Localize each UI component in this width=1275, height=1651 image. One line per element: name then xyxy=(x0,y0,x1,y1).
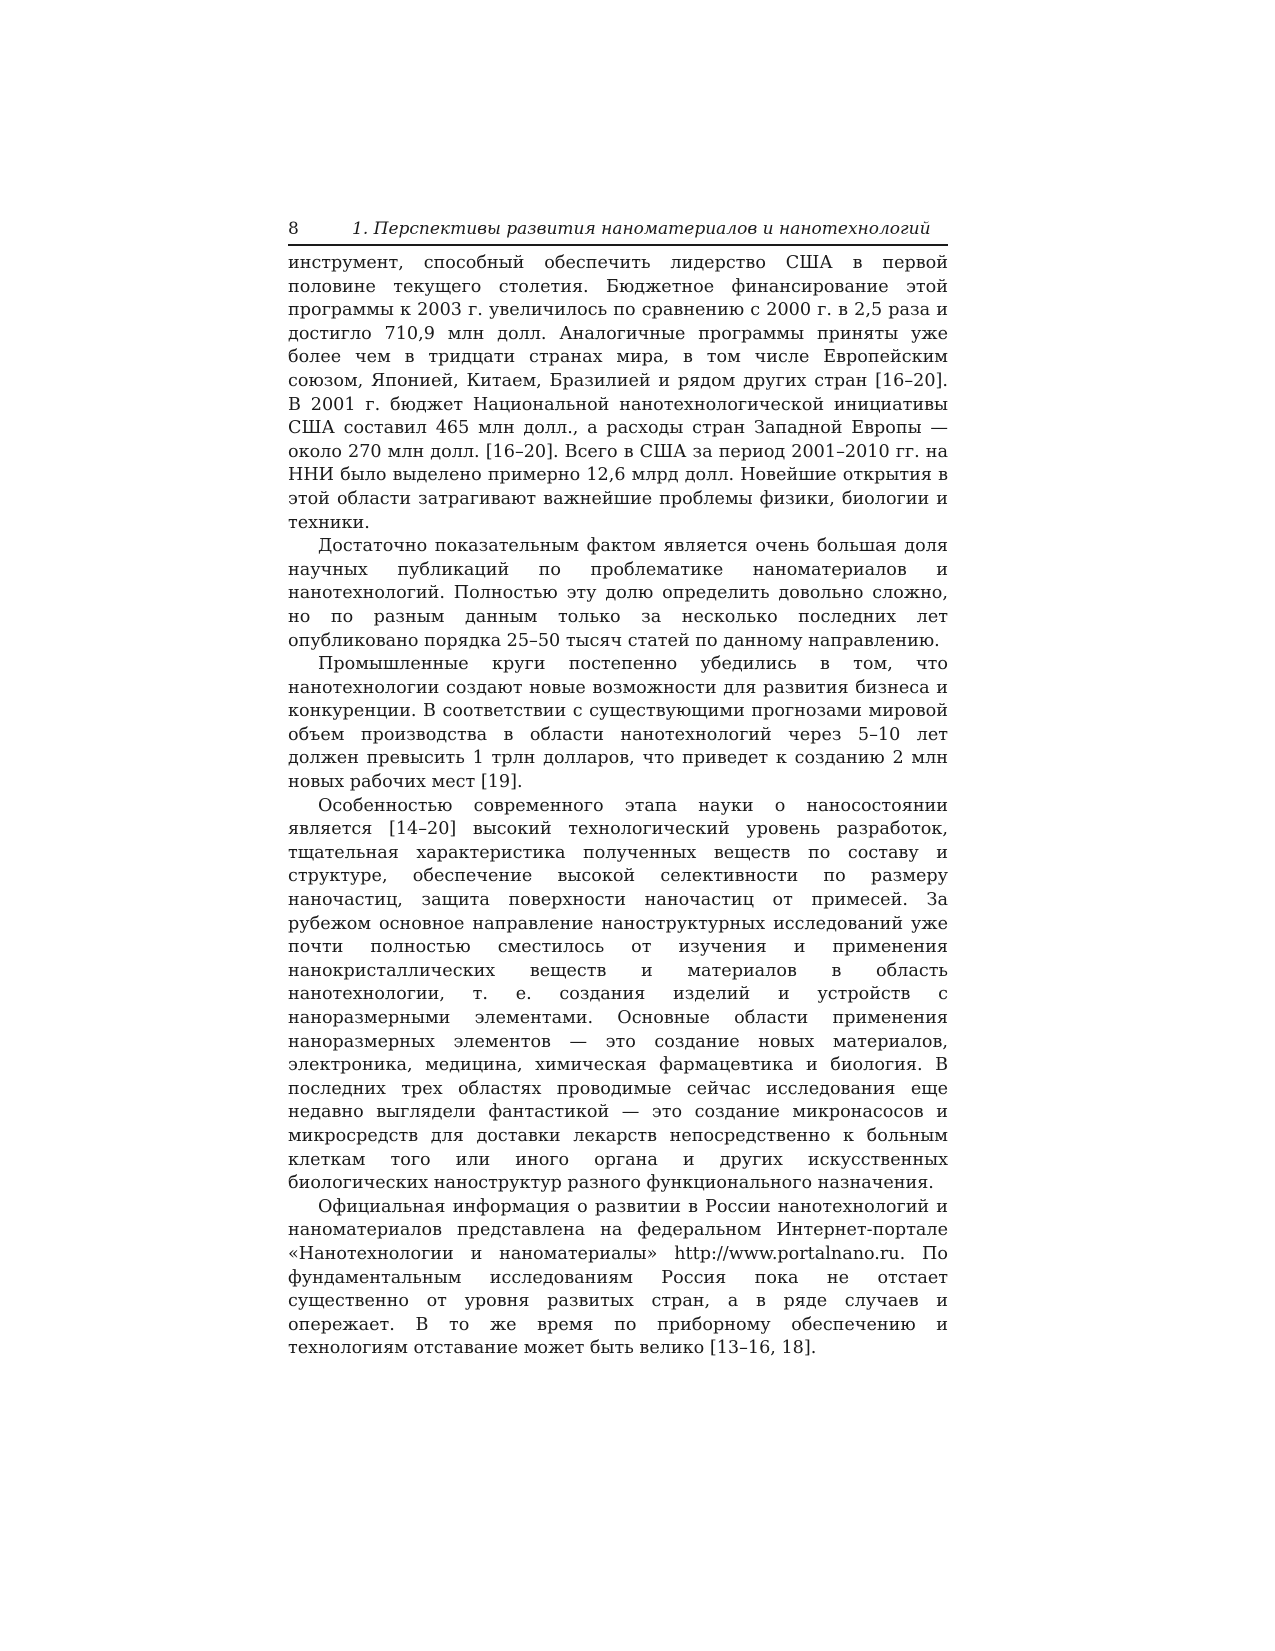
paragraph-publications: Достаточно показательным фактом является очень большая доля научных публикаций по проблематике наноматериалов и нанотехнологий. Полностью эту долю определить довольно сложно, но по разным данным только за несколько последних лет опубликовано порядка 25–50 тысяч статей по данному направлению. xyxy=(288,536,948,651)
chapter-title: 1. Перспективы развития наноматериалов и нанотехнологий xyxy=(352,219,931,239)
page-number: 8 xyxy=(288,219,299,239)
paragraph-current-stage: Особенностью современного этапа науки о наносостоянии является [14–20] высокий технологический уровень разработок, тщательная характеристика полученных веществ по составу и структуре, обеспечение высокой селективности по размеру наночастиц, защита поверхности наночастиц от примесей. За рубежом основное направление наноструктурных исследований уже почти полностью сместилось от изучения и применения нанокристаллических веществ и материалов в область нанотехнологии, т. е. создания изделий и устройств с наноразмерными элементами. Основные области применения наноразмерных элементов — это создание новых материалов, электроника, медицина, химическая фармацевтика и биология. В последних трех областях проводимые сейчас исследования еще недавно выглядели фантастикой — это создание микронасосов и микросредств для доставки лекарств непосредственно к больным клеткам того или иного органа и других искусственных биологических наноструктур разного функционального назначения. xyxy=(288,795,948,1194)
book-page xyxy=(288,218,948,1361)
running-header xyxy=(288,218,948,246)
body-text xyxy=(288,252,948,1361)
paragraph-russia: Официальная информация о развитии в России нанотехнологий и наноматериалов представлена на федеральном Интернет-портале «Нанотехнологии и наноматериалы» http://www.portalnano.ru. По фундаментальным исследованиям Россия пока не отстает существенно от уровня развитых стран, а в ряде случаев и опережает. В то же время по приборному обеспечению и технологиям отставание может быть велико [13–16, 18]. xyxy=(288,1196,948,1359)
paragraph-industry: Промышленные круги постепенно убедились в том, что нанотехнологии создают новые возможности для развития бизнеса и конкуренции. В соответствии с существующими прогнозами мировой объем производства в области нанотехнологий через 5–10 лет должен превысить 1 трлн долларов, что приведет к созданию 2 млн новых рабочих мест [19]. xyxy=(288,654,948,793)
paragraph-continued: инструмент, способный обеспечить лидерство США в первой половине текущего столетия. Бюджетное финансирование этой программы к 2003 г. увеличилось по сравнению с 2000 г. в 2,5 раза и достигло 710,9 млн долл. Аналогичные программы приняты уже более чем в тридцати странах мира, в том числе Европейским союзом, Японией, Китаем, Бразилией и рядом других стран [16–20]. В 2001 г. бюджет Национальной нанотехнологической инициативы США составил 465 млн долл., а расходы стран Западной Европы — около 270 млн долл. [16–20]. Всего в США за период 2001–2010 гг. на ННИ было выделено примерно 12,6 млрд долл. Новейшие открытия в этой области затрагивают важнейшие проблемы физики, биологии и техники. xyxy=(288,253,948,533)
